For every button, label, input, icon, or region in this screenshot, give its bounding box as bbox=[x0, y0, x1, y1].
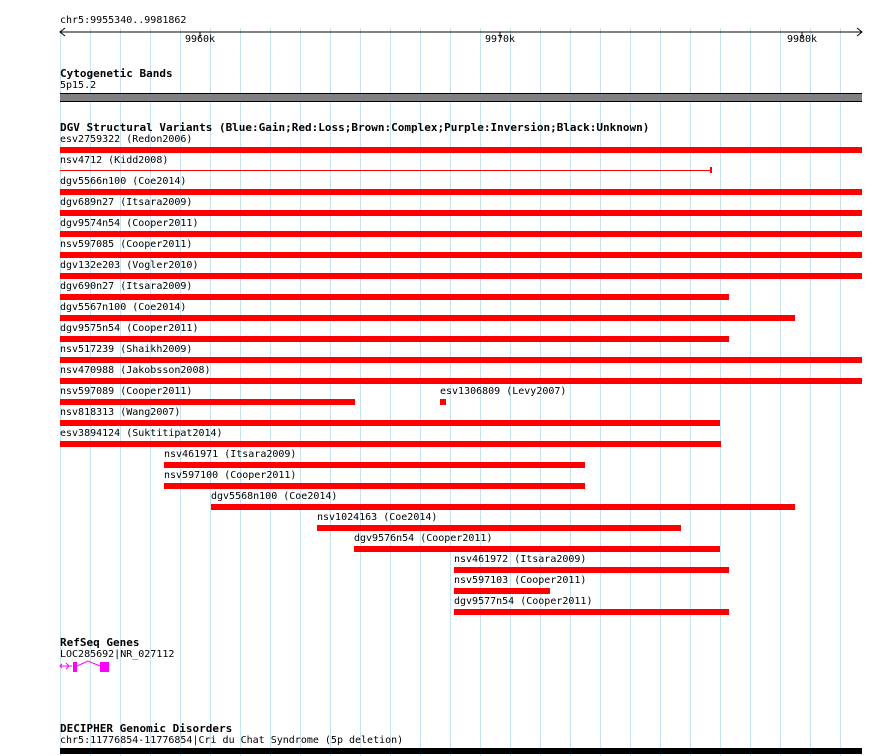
variant-label: nsv470988 (Jakobsson2008) bbox=[60, 365, 211, 376]
variant-label: nsv1024163 (Coe2014) bbox=[317, 512, 438, 523]
variant-label: dgv9575n54 (Cooper2011) bbox=[60, 323, 199, 334]
ruler-location: chr5:9955340..9981862 bbox=[60, 15, 187, 26]
grid-line bbox=[660, 28, 661, 756]
grid-line bbox=[300, 28, 301, 756]
variant-bar[interactable] bbox=[60, 420, 720, 426]
grid-line bbox=[390, 28, 391, 756]
variant-bar[interactable] bbox=[60, 189, 862, 195]
variant-bar[interactable] bbox=[60, 294, 729, 300]
variant-label: dgv9574n54 (Cooper2011) bbox=[60, 218, 199, 229]
grid-line bbox=[360, 28, 361, 756]
grid-line bbox=[630, 28, 631, 756]
ruler-tick-label: 9970k bbox=[484, 34, 516, 45]
variant-bar[interactable] bbox=[60, 441, 721, 447]
variant-bar[interactable] bbox=[440, 399, 446, 405]
grid-line bbox=[720, 28, 721, 756]
variant-label: nsv4712 (Kidd2008) bbox=[60, 155, 169, 166]
grid-line bbox=[840, 28, 841, 756]
variant-label: nsv597085 (Cooper2011) bbox=[60, 239, 193, 250]
variant-bar[interactable] bbox=[60, 231, 862, 237]
variant-label: nsv517239 (Shaikh2009) bbox=[60, 344, 193, 355]
ruler-axis bbox=[0, 26, 890, 40]
variant-label: nsv461972 (Itsara2009) bbox=[454, 554, 587, 565]
grid-line bbox=[690, 28, 691, 756]
variant-bar[interactable] bbox=[454, 588, 550, 594]
grid-line bbox=[600, 28, 601, 756]
dgv-track-title: DGV Structural Variants (Blue:Gain;Red:Loss;Brown:Complex;Purple:Inversion;Black:Unknown) bbox=[60, 121, 650, 134]
decipher-track-title: DECIPHER Genomic Disorders bbox=[60, 722, 233, 735]
variant-label: esv1306809 (Levy2007) bbox=[440, 386, 567, 397]
grid-line bbox=[270, 28, 271, 756]
variant-label: nsv818313 (Wang2007) bbox=[60, 407, 181, 418]
variant-label: dgv5568n100 (Coe2014) bbox=[211, 491, 338, 502]
grid-line bbox=[810, 28, 811, 756]
variant-bar[interactable] bbox=[60, 336, 729, 342]
refseq-gene-label: LOC285692|NR_027112 bbox=[60, 649, 175, 660]
grid-line bbox=[240, 28, 241, 756]
variant-label: nsv597089 (Cooper2011) bbox=[60, 386, 193, 397]
variant-bar[interactable] bbox=[317, 525, 681, 531]
variant-label: nsv597103 (Cooper2011) bbox=[454, 575, 587, 586]
cytoband-bar[interactable] bbox=[60, 93, 862, 102]
variant-bar[interactable] bbox=[60, 399, 355, 405]
ruler-tick-label: 9960k bbox=[184, 34, 216, 45]
variant-bar[interactable] bbox=[60, 378, 862, 384]
variant-label: nsv597100 (Cooper2011) bbox=[164, 470, 297, 481]
variant-bar[interactable] bbox=[60, 147, 862, 153]
ruler-tick-label: 9980k bbox=[786, 34, 818, 45]
grid-line bbox=[570, 28, 571, 756]
refseq-gene-glyph[interactable] bbox=[58, 660, 114, 674]
variant-bar[interactable] bbox=[454, 567, 729, 573]
variant-label: dgv9576n54 (Cooper2011) bbox=[354, 533, 493, 544]
variant-end-cap bbox=[710, 167, 712, 173]
variant-label: dgv132e203 (Vogler2010) bbox=[60, 260, 199, 271]
grid-line bbox=[750, 28, 751, 756]
grid-line bbox=[330, 28, 331, 756]
variant-label: dgv9577n54 (Cooper2011) bbox=[454, 596, 593, 607]
variant-bar[interactable] bbox=[60, 170, 712, 171]
decipher-feature-label: chr5:11776854-11776854|Cri du Chat Syndrome (5p deletion) bbox=[60, 735, 404, 746]
variant-bar[interactable] bbox=[164, 462, 585, 468]
variant-bar[interactable] bbox=[354, 546, 720, 552]
refseq-track-title: RefSeq Genes bbox=[60, 636, 140, 649]
variant-bar[interactable] bbox=[60, 357, 862, 363]
variant-label: dgv689n27 (Itsara2009) bbox=[60, 197, 193, 208]
variant-label: esv3894124 (Suktitipat2014) bbox=[60, 428, 223, 439]
grid-line bbox=[210, 28, 211, 756]
variant-bar[interactable] bbox=[60, 315, 795, 321]
grid-line bbox=[420, 28, 421, 756]
variant-bar[interactable] bbox=[60, 252, 862, 258]
variant-label: dgv5566n100 (Coe2014) bbox=[60, 176, 187, 187]
variant-label: dgv5567n100 (Coe2014) bbox=[60, 302, 187, 313]
variant-bar[interactable] bbox=[60, 210, 862, 216]
variant-label: esv2759322 (Redon2006) bbox=[60, 134, 193, 145]
decipher-feature-bar[interactable] bbox=[60, 748, 862, 754]
cytoband-track-title: Cytogenetic Bands bbox=[60, 67, 173, 80]
variant-bar[interactable] bbox=[60, 273, 862, 279]
variant-label: nsv461971 (Itsara2009) bbox=[164, 449, 297, 460]
variant-bar[interactable] bbox=[454, 609, 729, 615]
cytoband-label: 5p15.2 bbox=[60, 80, 97, 91]
grid-line bbox=[780, 28, 781, 756]
variant-label: dgv690n27 (Itsara2009) bbox=[60, 281, 193, 292]
variant-bar[interactable] bbox=[211, 504, 795, 510]
variant-bar[interactable] bbox=[164, 483, 585, 489]
